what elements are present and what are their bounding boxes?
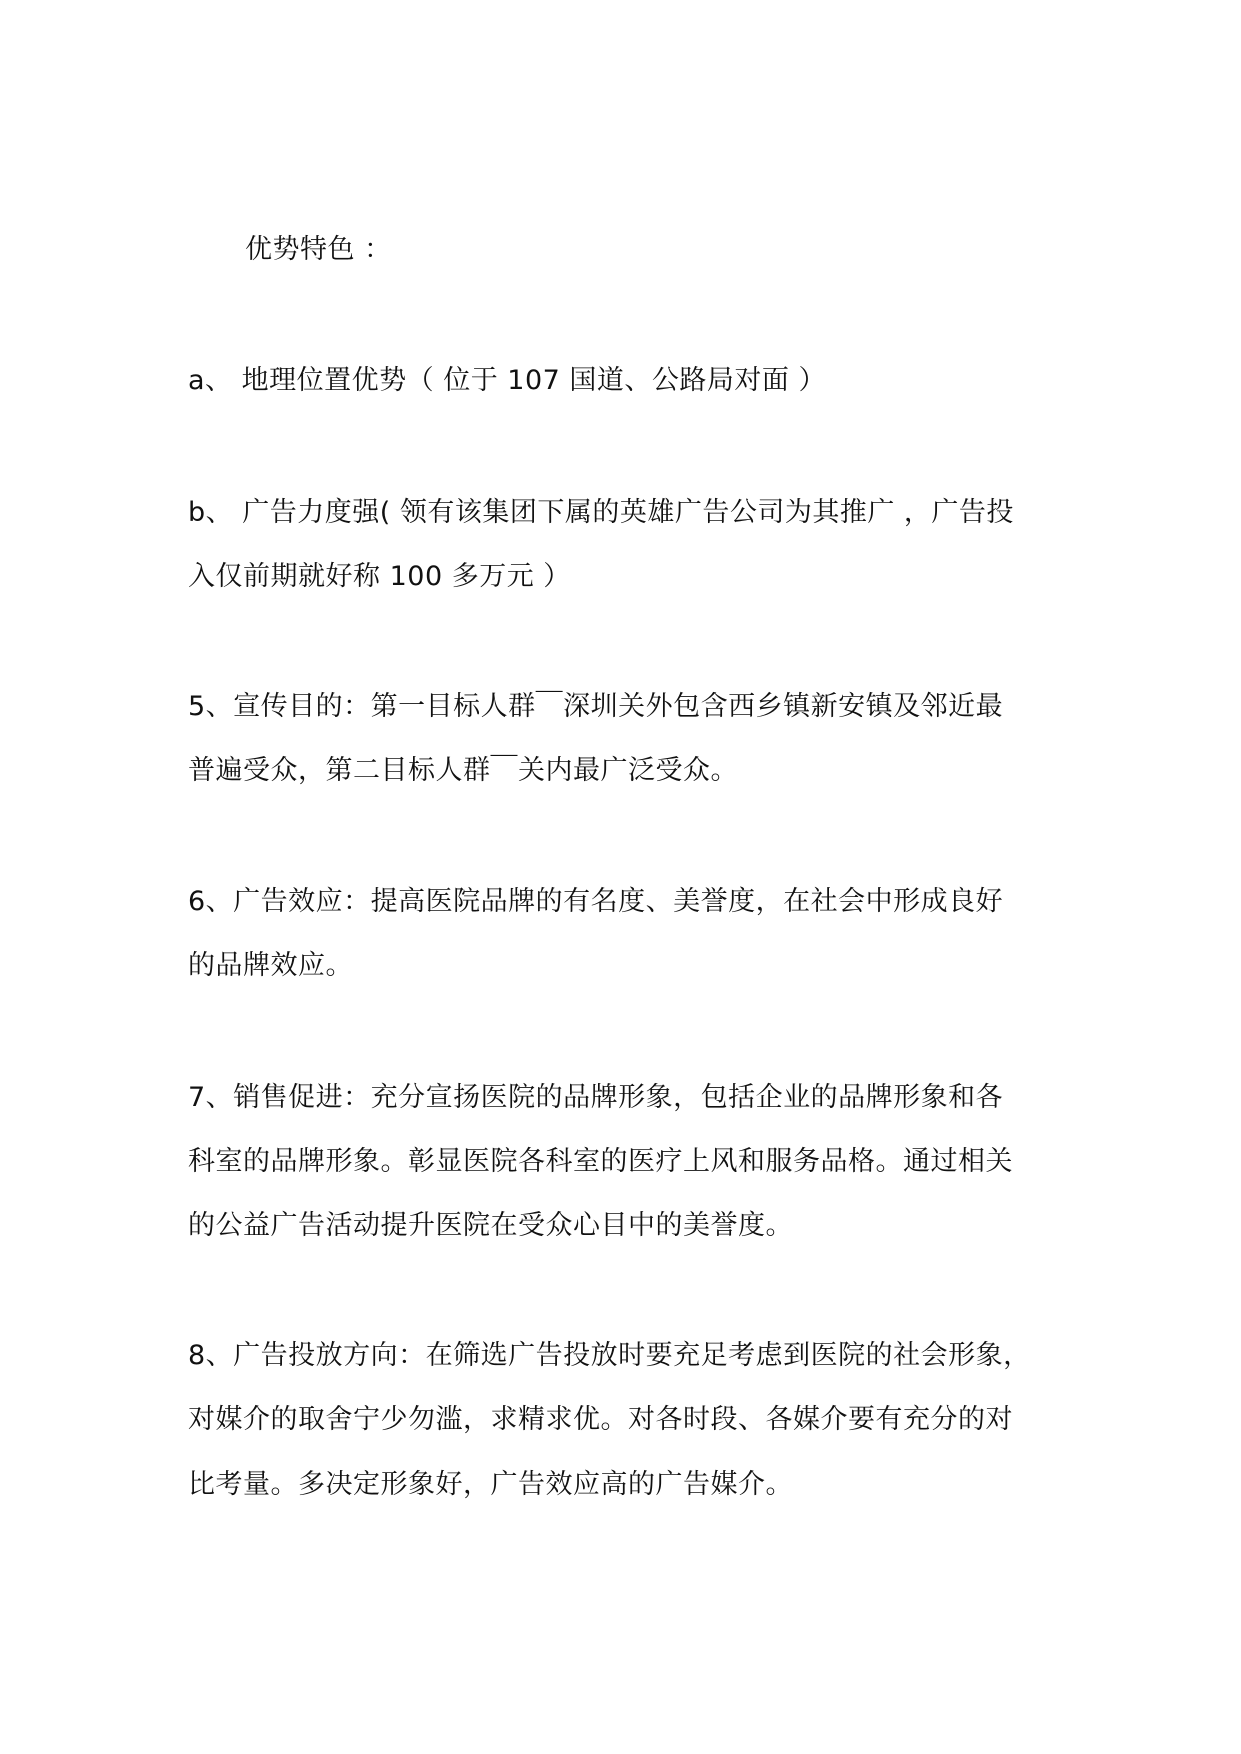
text-line: 的公益广告活动提升医院在受众心目中的美誉度。 <box>188 1210 793 1241</box>
text-line: 5、宣传目的：第一目标人群￣深圳关外包含西乡镇新安镇及邻近最 <box>188 691 1004 722</box>
text-line: 8、广告投放方向：在筛选广告投放时要充足考虑到医院的社会形象， <box>188 1340 1031 1371</box>
text-line: 的品牌效应。 <box>188 950 353 981</box>
text-line: 7、销售促进：充分宣扬医院的品牌形象，包括企业的品牌形象和各 <box>188 1082 1004 1113</box>
text-line: 6、广告效应：提高医院品牌的有名度、美誉度，在社会中形成良好 <box>188 886 1004 917</box>
text-line: 科室的品牌形象。彰显医院各科室的医疗上风和服务品格。通过相关 <box>188 1146 1013 1177</box>
text-line: 普遍受众，第二目标人群￣关内最广泛受众。 <box>188 755 738 786</box>
text-line: a、 地理位置优势（ 位于 107 国道、公路局对面 ） <box>188 365 826 396</box>
section-heading: 优势特色 ： <box>245 234 392 265</box>
text-line: 对媒介的取舍宁少勿滥，求精求优。对各时段、各媒介要有充分的对 <box>188 1404 1013 1435</box>
text-line: 比考量。多决定形象好，广告效应高的广告媒介。 <box>188 1469 793 1500</box>
text-line: b、 广告力度强( 领有该集团下属的英雄广告公司为其推广 ，广告投 <box>188 497 1014 528</box>
text-line: 入仅前期就好称 100 多万元 ） <box>188 561 571 592</box>
